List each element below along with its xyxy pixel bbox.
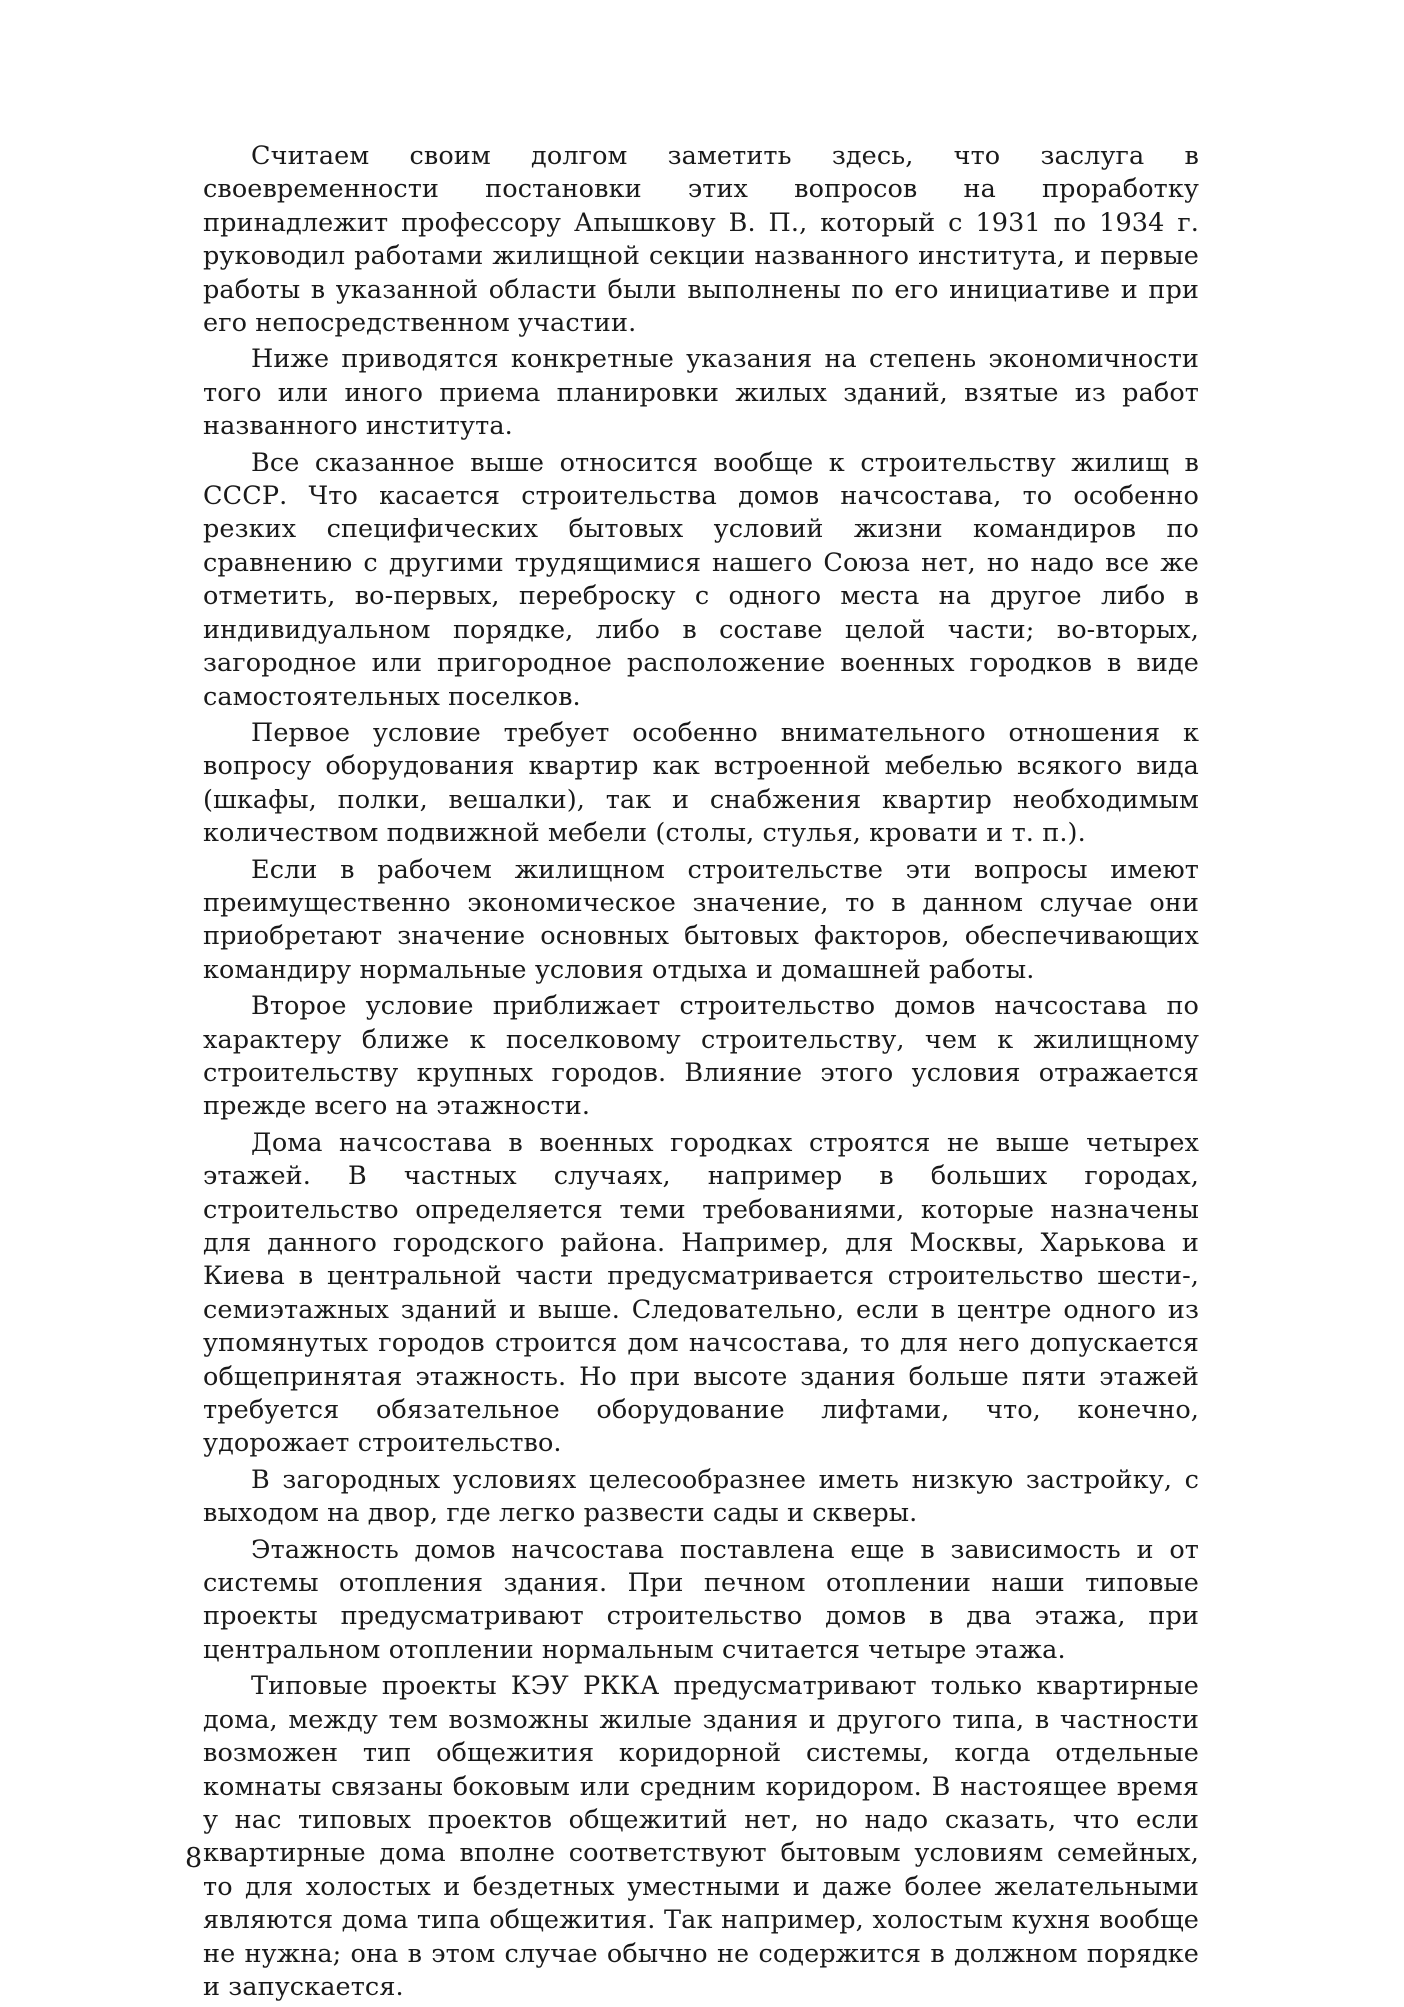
paragraph: В загородных условиях целесообразнее иметь низкую застройку, с выходом на двор, где легко развести сады и скверы. — [203, 1464, 1199, 1529]
paragraph: Первое условие требует особенно внимательного отношения к вопросу оборудования квартир как встроенной мебелью всякого вида (шкафы, полки, вешалки), так и снабжения квартир необходимым количеством подвижной мебели (столы, стулья, кровати и т. п.). — [203, 717, 1199, 849]
paragraph: Этажность домов начсостава поставлена еще в зависимость и от системы отопления здания. При печном отоплении наши типовые проекты предусматривают строительство домов в два этажа, при центральном отоплении нормальным считается четыре этажа. — [203, 1534, 1199, 1665]
paragraph: Второе условие приближает строительство домов начсостава по характеру ближе к поселковому строительству, чем к жилищному строительству крупных городов. Влияние этого условия отражается прежде всего на этажности. — [203, 991, 1199, 1122]
paragraph: Типовые проекты КЭУ РККА предусматривают только квартирные дома, между тем возможны жилые здания и другого типа, в частности возможен тип общежития коридорной системы, когда отдельные комнаты связаны боковым или средним коридором. В настоящее время у нас типовых проектов общежитий нет, но надо сказать, что если квартирные дома вполне соответствуют бытовым условиям семейных, то для холостых и бездетных уместными и даже более желательными являются дома типа общежития. Так например, холостым кухня вообще не нужна; она в этом случае обычно не содержится в должном порядке и запускается. — [203, 1671, 1199, 2002]
paragraph: Считаем своим долгом заметить здесь, что заслуга в своевременности постановки этих вопросов на проработку принадлежит профессору Апышкову В. П., который с 1931 по 1934 г. руководил работами жилищной секции названного института, и первые работы в указанной области были выполнены по его инициативе и при его непосредственном участии. — [203, 141, 1199, 339]
paragraph: Дома начсостава в военных городках строятся не выше четырех этажей. В частных случаях, например в больших городах, строительство определяется теми требованиями, которые назначены для данного городского района. Например, для Москвы, Харькова и Киева в центральной части предусматривается строительство шести-, семиэтажных зданий и выше. Следовательно, если в центре одного из упомянутых городов строится дом начсостава, то для него допускается общепринятая этажность. Но при высоте здания больше пяти этажей требуется обязательное оборудование лифтами, что, конечно, удорожает строительство. — [203, 1127, 1199, 1459]
body-text — [203, 140, 1199, 2007]
page-number: 8 — [185, 1843, 203, 1874]
paragraph: Все сказанное выше относится вообще к строительству жилищ в СССР. Что касается строительства домов начсостава, то особенно резких специфических бытовых условий жизни командиров по сравнению с другими трудящимися нашего Союза нет, но надо все же отметить, во-первых, переброску с одного места на другое либо в индивидуальном порядке, либо в составе целой части; во-вторых, загородное или пригородное расположение военных городков в виде самостоятельных поселков. — [203, 447, 1199, 712]
paragraph: Ниже приводятся конкретные указания на степень экономичности того или иного приема планировки жилых зданий, взятые из работ названного института. — [203, 344, 1199, 442]
paragraph: Если в рабочем жилищном строительстве эти вопросы имеют преимущественно экономическое значение, то в данном случае они приобретают значение основных бытовых факторов, обеспечивающих командиру нормальные условия отдыха и домашней работы. — [203, 854, 1199, 985]
